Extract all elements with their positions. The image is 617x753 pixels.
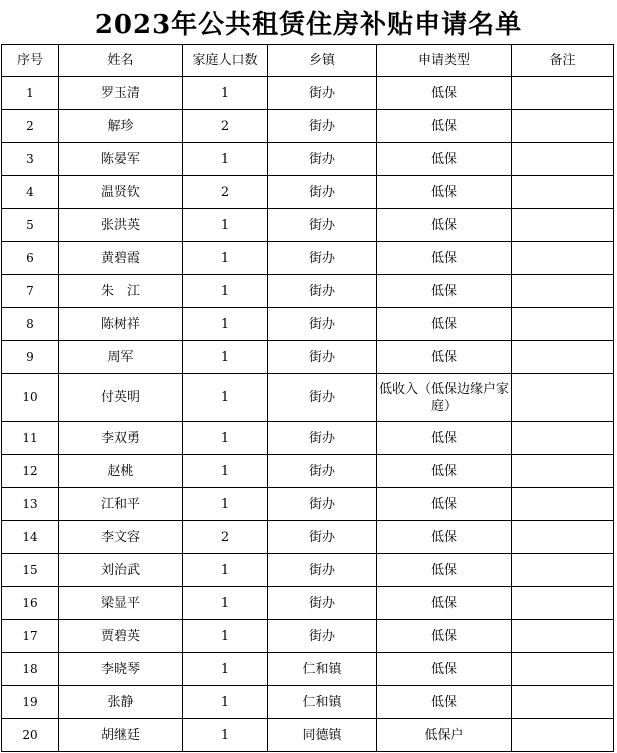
cell-no: 18 — [2, 653, 59, 686]
cell-household: 1 — [183, 587, 268, 620]
cell-remark — [512, 488, 614, 521]
cell-no: 12 — [2, 455, 59, 488]
cell-name: 张洪英 — [59, 209, 183, 242]
cell-name: 温贤钦 — [59, 176, 183, 209]
cell-no: 17 — [2, 620, 59, 653]
cell-town: 街办 — [268, 176, 377, 209]
table-row — [2, 554, 614, 587]
cell-no: 6 — [2, 242, 59, 275]
cell-type: 低收入（低保边缘户家庭） — [377, 374, 512, 422]
table-row — [2, 77, 614, 110]
cell-household: 2 — [183, 176, 268, 209]
header-remark: 备注 — [512, 45, 614, 77]
cell-household: 1 — [183, 275, 268, 308]
cell-town: 街办 — [268, 110, 377, 143]
cell-type: 低保 — [377, 341, 512, 374]
cell-name: 刘治武 — [59, 554, 183, 587]
cell-no: 2 — [2, 110, 59, 143]
cell-household: 1 — [183, 554, 268, 587]
cell-name: 梁显平 — [59, 587, 183, 620]
table-row — [2, 422, 614, 455]
table-row — [2, 620, 614, 653]
cell-town: 街办 — [268, 488, 377, 521]
cell-name: 朱 江 — [59, 275, 183, 308]
cell-no: 9 — [2, 341, 59, 374]
table-row — [2, 455, 614, 488]
cell-town: 街办 — [268, 455, 377, 488]
cell-type: 低保 — [377, 209, 512, 242]
header-name: 姓名 — [59, 45, 183, 77]
cell-household: 1 — [183, 653, 268, 686]
cell-remark — [512, 77, 614, 110]
cell-household: 1 — [183, 620, 268, 653]
cell-name: 贾碧英 — [59, 620, 183, 653]
cell-type: 低保 — [377, 455, 512, 488]
cell-household: 1 — [183, 374, 268, 422]
table-row — [2, 374, 614, 422]
cell-town: 仁和镇 — [268, 686, 377, 719]
table-row — [2, 488, 614, 521]
cell-name: 付英明 — [59, 374, 183, 422]
cell-remark — [512, 620, 614, 653]
cell-remark — [512, 242, 614, 275]
cell-name: 陈树祥 — [59, 308, 183, 341]
cell-remark — [512, 110, 614, 143]
table-row — [2, 587, 614, 620]
cell-remark — [512, 422, 614, 455]
cell-town: 街办 — [268, 308, 377, 341]
cell-household: 1 — [183, 686, 268, 719]
table-header-row — [2, 45, 614, 77]
cell-type: 低保 — [377, 110, 512, 143]
cell-household: 1 — [183, 488, 268, 521]
cell-remark — [512, 341, 614, 374]
cell-remark — [512, 209, 614, 242]
cell-no: 14 — [2, 521, 59, 554]
cell-household: 2 — [183, 110, 268, 143]
table-row — [2, 308, 614, 341]
cell-town: 街办 — [268, 587, 377, 620]
cell-name: 胡继廷 — [59, 719, 183, 752]
cell-household: 1 — [183, 719, 268, 752]
cell-household: 1 — [183, 143, 268, 176]
document-title: 2023年公共租赁住房补贴申请名单 — [94, 9, 523, 40]
table-row — [2, 686, 614, 719]
table-row — [2, 341, 614, 374]
cell-no: 20 — [2, 719, 59, 752]
cell-household: 1 — [183, 308, 268, 341]
cell-town: 街办 — [268, 554, 377, 587]
cell-type: 低保 — [377, 308, 512, 341]
cell-type: 低保 — [377, 620, 512, 653]
cell-household: 1 — [183, 341, 268, 374]
cell-town: 街办 — [268, 374, 377, 422]
cell-type: 低保 — [377, 422, 512, 455]
cell-type: 低保 — [377, 143, 512, 176]
cell-no: 8 — [2, 308, 59, 341]
cell-household: 1 — [183, 455, 268, 488]
cell-town: 街办 — [268, 242, 377, 275]
cell-no: 1 — [2, 77, 59, 110]
cell-remark — [512, 653, 614, 686]
cell-household: 1 — [183, 422, 268, 455]
cell-no: 16 — [2, 587, 59, 620]
cell-household: 1 — [183, 77, 268, 110]
cell-town: 街办 — [268, 77, 377, 110]
table-row — [2, 653, 614, 686]
table-row — [2, 143, 614, 176]
cell-household: 2 — [183, 521, 268, 554]
cell-type: 低保 — [377, 77, 512, 110]
cell-name: 黄碧霞 — [59, 242, 183, 275]
cell-no: 13 — [2, 488, 59, 521]
cell-type: 低保 — [377, 521, 512, 554]
cell-type: 低保 — [377, 242, 512, 275]
cell-town: 街办 — [268, 275, 377, 308]
cell-town: 街办 — [268, 341, 377, 374]
cell-remark — [512, 374, 614, 422]
cell-type: 低保 — [377, 176, 512, 209]
cell-remark — [512, 719, 614, 752]
cell-remark — [512, 554, 614, 587]
cell-household: 1 — [183, 209, 268, 242]
header-household: 家庭人口数 — [183, 45, 268, 77]
cell-no: 11 — [2, 422, 59, 455]
table-row — [2, 209, 614, 242]
cell-name: 解珍 — [59, 110, 183, 143]
cell-no: 4 — [2, 176, 59, 209]
cell-name: 赵桃 — [59, 455, 183, 488]
cell-remark — [512, 686, 614, 719]
table-row — [2, 176, 614, 209]
cell-remark — [512, 521, 614, 554]
cell-type: 低保户 — [377, 719, 512, 752]
cell-type: 低保 — [377, 554, 512, 587]
cell-remark — [512, 143, 614, 176]
cell-name: 江和平 — [59, 488, 183, 521]
applicant-table — [1, 44, 614, 752]
cell-name: 李文容 — [59, 521, 183, 554]
cell-town: 街办 — [268, 521, 377, 554]
table-row — [2, 275, 614, 308]
cell-remark — [512, 455, 614, 488]
cell-household: 1 — [183, 242, 268, 275]
cell-name: 张静 — [59, 686, 183, 719]
cell-type: 低保 — [377, 587, 512, 620]
cell-town: 街办 — [268, 620, 377, 653]
header-town: 乡镇 — [268, 45, 377, 77]
cell-no: 15 — [2, 554, 59, 587]
cell-no: 7 — [2, 275, 59, 308]
cell-no: 10 — [2, 374, 59, 422]
cell-town: 街办 — [268, 422, 377, 455]
cell-type: 低保 — [377, 686, 512, 719]
cell-type: 低保 — [377, 488, 512, 521]
cell-town: 仁和镇 — [268, 653, 377, 686]
cell-town: 街办 — [268, 209, 377, 242]
header-type: 申请类型 — [377, 45, 512, 77]
cell-type: 低保 — [377, 653, 512, 686]
cell-name: 李晓琴 — [59, 653, 183, 686]
cell-remark — [512, 176, 614, 209]
cell-no: 19 — [2, 686, 59, 719]
cell-no: 3 — [2, 143, 59, 176]
cell-type: 低保 — [377, 275, 512, 308]
cell-remark — [512, 308, 614, 341]
cell-name: 周军 — [59, 341, 183, 374]
cell-remark — [512, 275, 614, 308]
cell-town: 同德镇 — [268, 719, 377, 752]
cell-name: 陈晏军 — [59, 143, 183, 176]
table-row — [2, 521, 614, 554]
cell-remark — [512, 587, 614, 620]
table-row — [2, 719, 614, 752]
cell-town: 街办 — [268, 143, 377, 176]
table-row — [2, 110, 614, 143]
cell-name: 李双勇 — [59, 422, 183, 455]
header-no: 序号 — [2, 45, 59, 77]
cell-name: 罗玉清 — [59, 77, 183, 110]
cell-no: 5 — [2, 209, 59, 242]
table-row — [2, 242, 614, 275]
